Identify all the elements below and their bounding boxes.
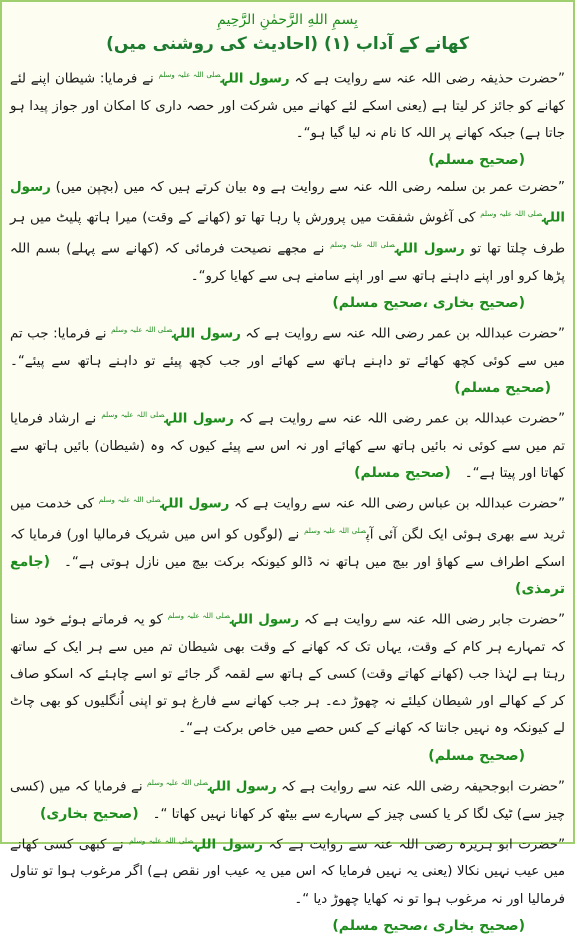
hadith-text-part: نے مجھے نصیحت فرمائی کہ (کھانے سے پہلے) بسم اللہ پڑھا کرو اور اپنے داہنے ہاتھ سے اور اپنے سامنے ہی سے کھایا کرو“۔ [10, 241, 565, 284]
hadith-text-part: نے فرمایا: شیطان اپنے لئے کھانے کو جائز کر لیتا ہے (یعنی اسکے لئے کھانے میں شرکت اور حصہ داری کا امکان اور جواز پیدا ہو جاتا ہے) جبکہ کھانے پر اللہ کا نام نہ لیا گیا ہو“۔ [10, 71, 565, 141]
salla-mark: صلی اللہ علیہ وسلم [98, 496, 161, 505]
prophet-name: رسول اللہ [160, 496, 230, 512]
salla-mark: صلی اللہ علیہ وسلم [167, 612, 230, 621]
hadith-text-part: ”حضرت عبداللہ بن عمر رضی اللہ عنہ سے روایت ہے کہ [245, 326, 565, 342]
salla-mark: صلی اللہ علیہ وسلم [158, 71, 221, 79]
hadith-text-part: کی آغوش شفقت میں پرورش پا رہا تھا تو (کھانے کے وقت) میرا ہاتھ پلیٹ میں ہر طرف چلتا تھا تو [10, 210, 566, 257]
hadith-text-part: نے فرمایا کہ میں (کسی چیز سے) ٹیک لگا کر یا کسی چیز کے سہارے سے بیٹھ کر کھانا نہیں کھاتا “۔ [10, 779, 565, 822]
hadith-text-part: کو یہ فرماتے ہوئے خود سنا کہ تمہارے ہر کام کے وقت، یہاں تک کہ کھانے کے وقت بھی شیطان تم میں سے ہر ایک کے ساتھ رہتا ہے لہٰذا جب (کھانے کھاتے وقت) کسی کے ہاتھ سے لقمہ گر جائے تو اسے چاہئے کہ اسکو صاف کر کے کھالے اور شیطان کیلئے نہ چھوڑ دے۔ ہر جب کھانے سے فارغ ہو تو اپنی اُنگلیوں کو بھی چاٹ لے کیونکہ وہ نہیں جانتا کہ کھانے کے کس حصے میں خاص برکت ہے“۔ [10, 612, 565, 737]
salla-mark: صلی اللہ علیہ وسلم [129, 836, 194, 845]
hadith-text-part: نے (لوگوں کو اس میں شریک فرمالیا اور) فرمایا کہ اسکے اطراف سے کھاؤ اور بیچ میں ہاتھ نہ ڈالو کیونکہ برکت بیچ میں نازل ہوتی ہے“۔ [10, 527, 565, 570]
salla-mark: صلی اللہ علیہ وسلم [330, 241, 395, 250]
hadith-text-part: نے فرمایا: جب تم میں سے کوئی کچھ کھائے تو داہنے ہاتھ سے کھائے اور جب کچھ پیئے تو داہنے ہاتھ سے پیئے“۔ [10, 326, 565, 369]
prophet-name: رسول اللہ [220, 71, 290, 87]
hadith-6-text [10, 603, 565, 742]
hadith-4-text [10, 402, 565, 487]
prophet-name: رسول اللہ [394, 241, 465, 257]
hadith-text-part: نے کبھی کسی کھانے میں عیب نہیں نکالا (یعنی یہ نہیں فرمایا کہ اس میں یہ عیب اور نقص ہے) اگر مرغوب ہوا تو تناول فرمالیا اور نہ مرغوب ہوا تو نہ کھایا چھوڑ دیا “۔ [10, 837, 565, 907]
hadith-2-text [10, 174, 565, 290]
prophet-name: رسول اللہ [193, 837, 263, 853]
hadith-4-reference: (صحیح مسلم) [354, 465, 451, 482]
hadith-text-part: ”حضرت عبداللہ بن عمر رضی اللہ عنہ سے روایت ہے کہ [238, 411, 566, 427]
hadith-text-part: ”حضرت جابر رضی اللہ عنہ سے روایت ہے کہ [304, 612, 566, 628]
hadith-text-part: ”حضرت ابو ہریرہ رضی اللہ عنہ سے روایت ہے کہ [268, 837, 566, 853]
salla-mark: صلی اللہ علیہ وسلم [147, 778, 208, 787]
prophet-name: رسول اللہ [10, 180, 565, 226]
hadith-5-reference: (جامع ترمذی) [10, 553, 565, 597]
salla-mark: صلی اللہ علیہ وسلم [480, 210, 543, 219]
prophet-name: رسول اللہ [230, 612, 300, 628]
prophet-name: رسول اللہ [207, 779, 277, 795]
hadith-5-text [10, 487, 565, 603]
salla-mark: صلی اللہ علیہ وسلم [304, 527, 366, 536]
hadith-text-part: ”حضرت حذیفہ رضی اللہ عنہ سے روایت ہے کہ [294, 71, 565, 87]
prophet-name: رسول اللہ [172, 326, 241, 342]
hadith-text-part: ”حضرت عبداللہ بن عباس رضی اللہ عنہ سے روایت ہے کہ [234, 496, 566, 512]
hadith-7-reference: (صحیح بخاری) [40, 805, 139, 822]
bismillah-heading: بِسمِ اللهِ الرَّحمٰنِ الرَّحِيمِ [217, 12, 358, 28]
hadith-3-text [10, 317, 565, 402]
hadith-2-reference: (صحیح بخاری ،صحیح مسلم) [332, 295, 525, 312]
hadith-text-part: کی خدمت میں ثرید سے بھری ہوئی ایک لگن آئی آپ [10, 496, 565, 543]
hadith-text-part: نے ارشاد فرمایا تم میں سے کوئی نہ بائیں ہاتھ سے کھائے اور نہ اس سے پیئے کیوں کہ وہ (شیطان) بائیں ہاتھ سے کھاتا اور پیتا ہے“۔ [10, 411, 565, 482]
hadith-1-reference: (صحیح مسلم) [428, 152, 525, 169]
salla-mark: صلی اللہ علیہ وسلم [111, 326, 173, 335]
hadith-6-reference: (صحیح مسلم) [428, 747, 525, 764]
salla-mark: صلی اللہ علیہ وسلم [101, 411, 165, 420]
hadith-text-part: ”حضرت عمر بن سلمہ رضی اللہ عنہ سے روایت ہے وہ بیان کرتے ہیں کہ میں (بچپن میں) [55, 180, 565, 196]
hadith-7-text [10, 770, 565, 828]
hadith-8-reference: (صحیح بخاری ،صحیح مسلم) [332, 917, 525, 934]
hadith-1-text [10, 62, 565, 147]
prophet-name: رسول اللہ [164, 411, 234, 427]
hadith-text-part: ”حضرت ابوجحیفہ رضی اللہ عنہ سے روایت ہے کہ [281, 779, 565, 795]
hadith-list [2, 62, 573, 940]
hadith-8-text [10, 828, 565, 913]
hadith-3-reference: (صحیح مسلم) [454, 380, 551, 397]
page-title: کھانے کے آداب (۱) (احادیث کی روشنی میں) [106, 34, 469, 54]
